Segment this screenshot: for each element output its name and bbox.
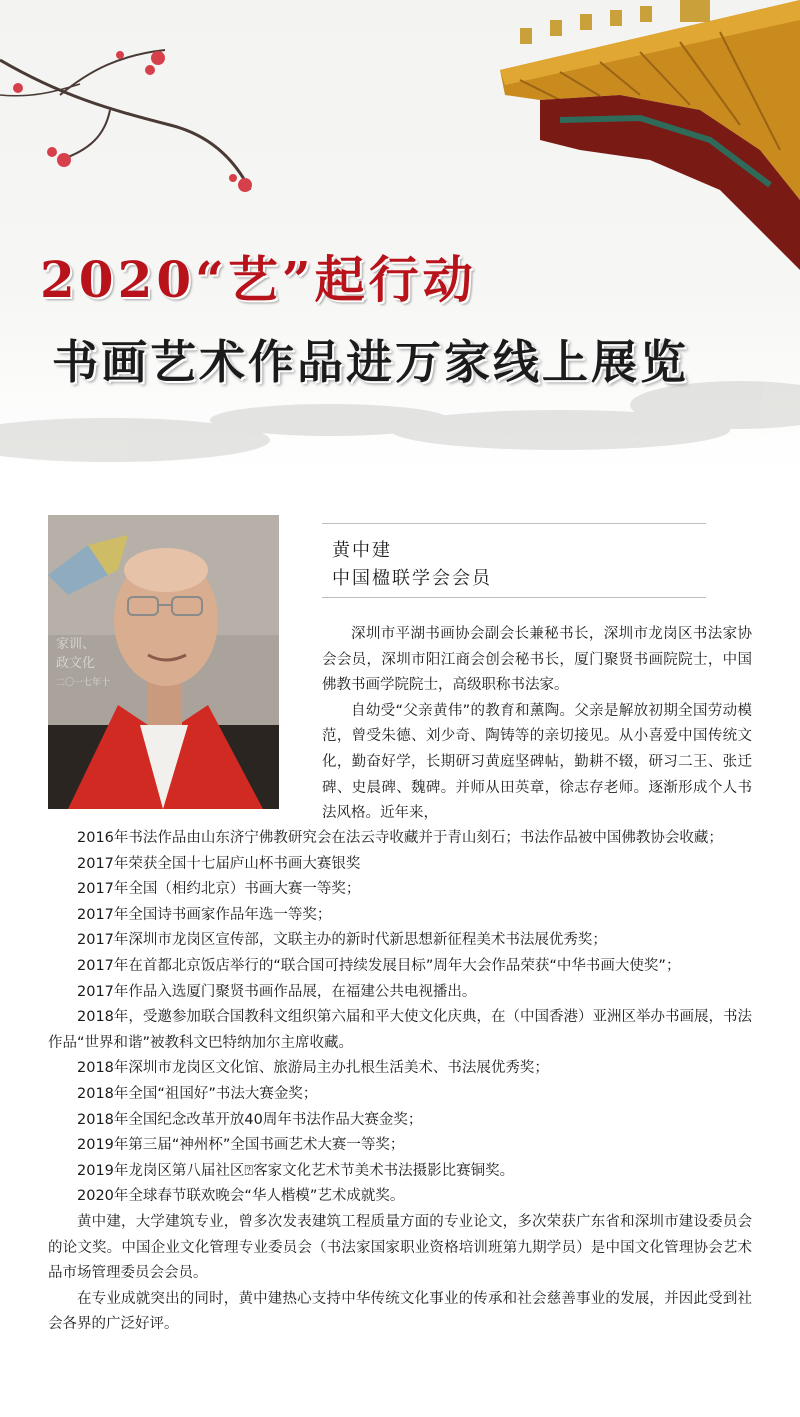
artist-name: 黄中建 xyxy=(332,540,392,561)
intro-text xyxy=(322,622,752,827)
achievement-item: 2017年深圳市龙岗区宣传部，文联主办的新时代新思想新征程美术书法展优秀奖； xyxy=(77,932,607,949)
biography-text xyxy=(48,826,752,1338)
achievement-item: 2016年书法作品由山东济宁佛教研究会在法云寺收藏并于青山刻石；书法作品被中国佛教协会收藏； xyxy=(77,830,723,846)
exhibition-title: 2020“艺”起行动 xyxy=(40,250,477,309)
intro-paragraph: 自幼受“父亲黄伟”的教育和薰陶。父亲是解放初期全国劳动模范，曾受朱德、刘少奇、陶铸等的亲切接见。从小喜爱中国传统文化，勤奋好学，长期研习黄庭坚碑帖，勤耕不辍，研习二王、张迁碑、史晨碑、魏碑。并师从田英章，徐志存老师。逐渐形成个人书法风格。近年来， xyxy=(322,702,752,822)
achievement-item: 2020年全球春节联欢晚会“华人楷模”艺术成就奖。 xyxy=(77,1188,405,1205)
backdrop-text: 政文化 xyxy=(56,656,96,671)
header-banner xyxy=(0,0,800,470)
achievement-item: 2017年全国（相约北京）书画大赛一等奖； xyxy=(77,881,361,898)
artist-membership: 中国楹联学会会员 xyxy=(332,568,492,589)
backdrop-text: 家训、 xyxy=(56,637,96,652)
plum-blossom-branch xyxy=(0,50,252,192)
header-decoration xyxy=(0,0,800,470)
achievement-item: 2019年龙岗区第八届社区⍰客家文化艺术节美术书法摄影比赛铜奖。 xyxy=(77,1162,515,1179)
intro-paragraph: 深圳市平湖书画协会副会长兼秘书长，深圳市龙岗区书法家协会会员，深圳市阳江商会创会秘书长，厦门聚贤书画院院士，中国佛教书画学院院士，高级职称书法家。 xyxy=(322,626,752,694)
artist-portrait xyxy=(48,515,279,809)
achievement-item: 2017年全国诗书画家作品年选一等奖； xyxy=(77,906,332,923)
achievement-item: 2017年在首都北京饭店举行的“联合国可持续发展目标”周年大会作品荣获“中华书画大使奖”； xyxy=(77,957,681,974)
ink-wash-clouds xyxy=(0,381,800,462)
achievement-item: 2017年作品入选厦门聚贤书画作品展，在福建公共电视播出。 xyxy=(77,983,477,1000)
closing-paragraph: 在专业成就突出的同时，黄中建热心支持中华传统文化事业的传承和社会慈善事业的发展，并因此受到社会各界的广泛好评。 xyxy=(48,1290,752,1333)
palace-roof-eave xyxy=(500,0,800,270)
backdrop-text: 二〇一七年十 xyxy=(56,678,111,688)
achievement-item: 2018年，受邀参加联合国教科文组织第六届和平大使文化庆典，在（中国香港）亚洲区举办书画展，书法作品“世界和谐”被教科文巴特纳加尔主席收藏。 xyxy=(48,1009,752,1051)
achievement-item: 2019年第三届“神州杯”全国书画艺术大赛一等奖； xyxy=(77,1137,405,1154)
achievement-item: 2017年荣获全国十七届庐山杯书画大赛银奖 xyxy=(77,855,361,872)
closing-paragraph: 黄中建，大学建筑专业，曾多次发表建筑工程质量方面的专业论文，多次荣获广东省和深圳市建设委员会的论文奖。中国企业文化管理专业委员会（书法家国家职业资格培训班第九期学员）是中国文化管理协会艺术品市场管理委员会会员。 xyxy=(48,1213,752,1282)
achievement-item: 2018年全国纪念改革开放40周年书法作品大赛金奖； xyxy=(77,1111,423,1128)
achievement-item: 2018年深圳市龙岗区文化馆、旅游局主办扎根生活美术、书法展优秀奖； xyxy=(77,1060,549,1077)
exhibition-subtitle: 书画艺术作品进万家线上展览 xyxy=(52,335,689,389)
divider xyxy=(322,597,706,598)
achievement-item: 2018年全国“祖国好”书法大赛金奖； xyxy=(77,1085,318,1102)
divider xyxy=(322,523,706,524)
